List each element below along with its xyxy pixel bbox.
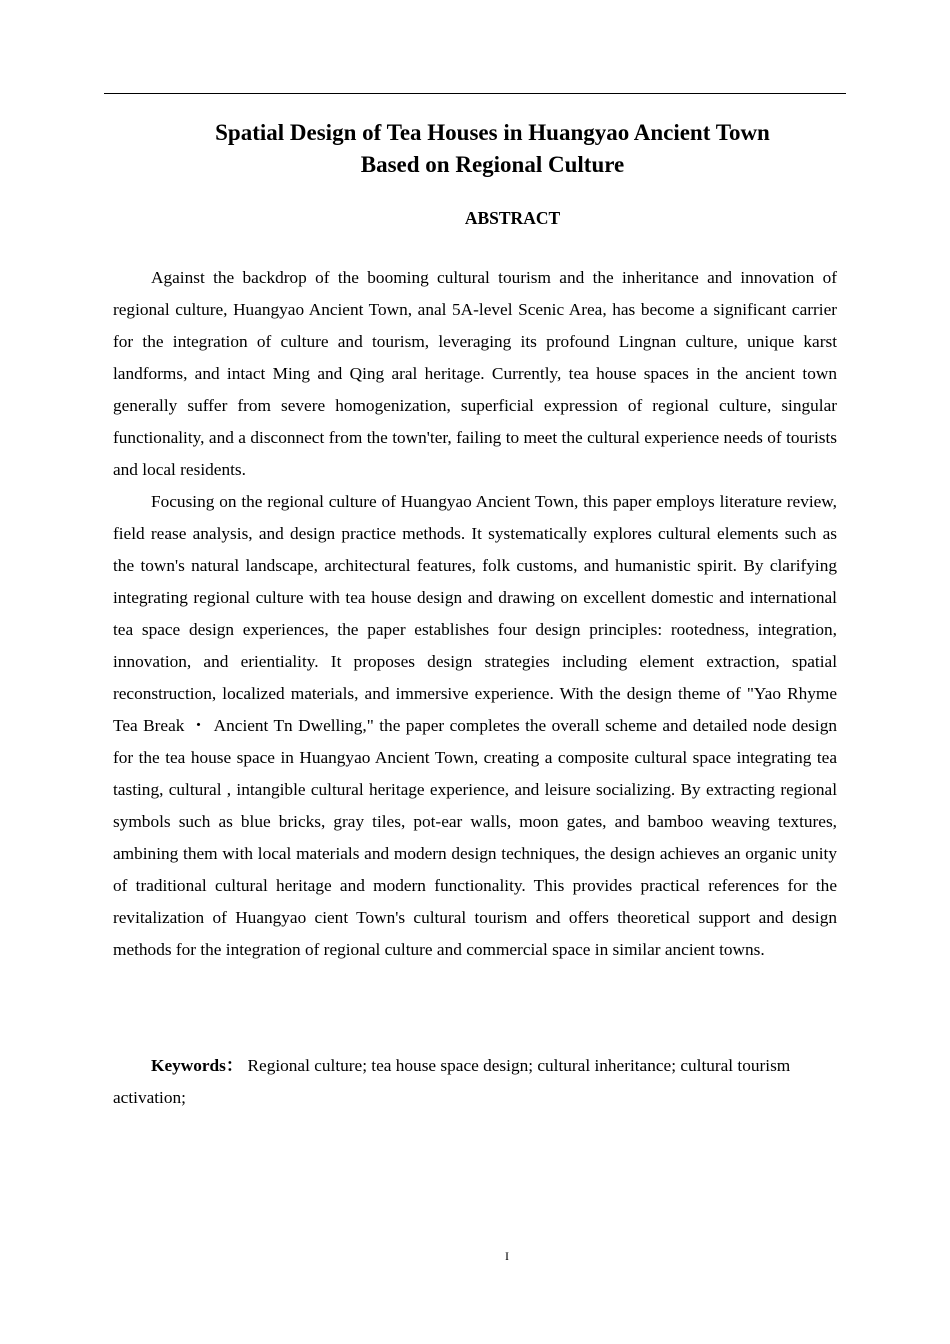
abstract-body [113,262,837,966]
abstract-paragraph-1: Against the backdrop of the booming cultural tourism and the inheritance and innovation of regional culture, Huangyao Ancient Town, anal 5A-level Scenic Area, has become a significant carrier for the integration of culture and tourism, leveraging its profound Lingnan culture, unique karst landforms, and intact Ming and Qing aral heritage. Currently, tea house spaces in the ancient town generally suffer from severe homogenization, superficial expression of regional culture, singular functionality, and a disconnect from the town'ter, failing to meet the cultural experience needs of tourists and local residents. [113,268,837,479]
header-rule [104,93,846,94]
paper-title [150,117,835,181]
abstract-paragraph-2: Focusing on the regional culture of Huangyao Ancient Town, this paper employs literature review, field rease analysis, and design practice methods. It systematically explores cultural elements such as the town's natural landscape, architectural features, folk customs, and humanistic spirit. By clarifying integrating regional culture with tea house design and drawing on excellent domestic and international tea space design experiences, the paper establishes four design principles: rootedness, integration, innovation, and erientiality. It proposes design strategies including element extraction, spatial reconstruction, localized materials, and immersive experience. With the design theme of "Yao Rhyme Tea Break ・ Ancient Tn Dwelling," the paper completes the overall scheme and detailed node design for the tea house space in Huangyao Ancient Town, creating a composite cultural space integrating tea tasting, cultural , intangible cultural heritage experience, and leisure socializing. By extracting regional symbols such as blue bricks, gray tiles, pot-ear walls, moon gates, and bamboo weaving textures, ambining them with local materials and modern design techniques, the design achieves an organic unity of traditional cultural heritage and modern functionality. This provides practical references for the revitalization of Huangyao cient Town's cultural tourism and offers theoretical support and design methods for the integration of regional culture and commercial space in similar ancient towns. [113,492,837,959]
title-line-1: Spatial Design of Tea Houses in Huangyao Ancient Town [215,120,770,145]
keywords-section [113,1050,803,1114]
page-number: I [505,1249,509,1263]
keywords-label: Keywords： [151,1056,244,1075]
title-line-2: Based on Regional Culture [360,152,625,177]
keywords-text: Regional culture; tea house space design; cultural inheritance; cultural tourism activation; [113,1056,791,1107]
abstract-heading: ABSTRACT [464,208,561,228]
